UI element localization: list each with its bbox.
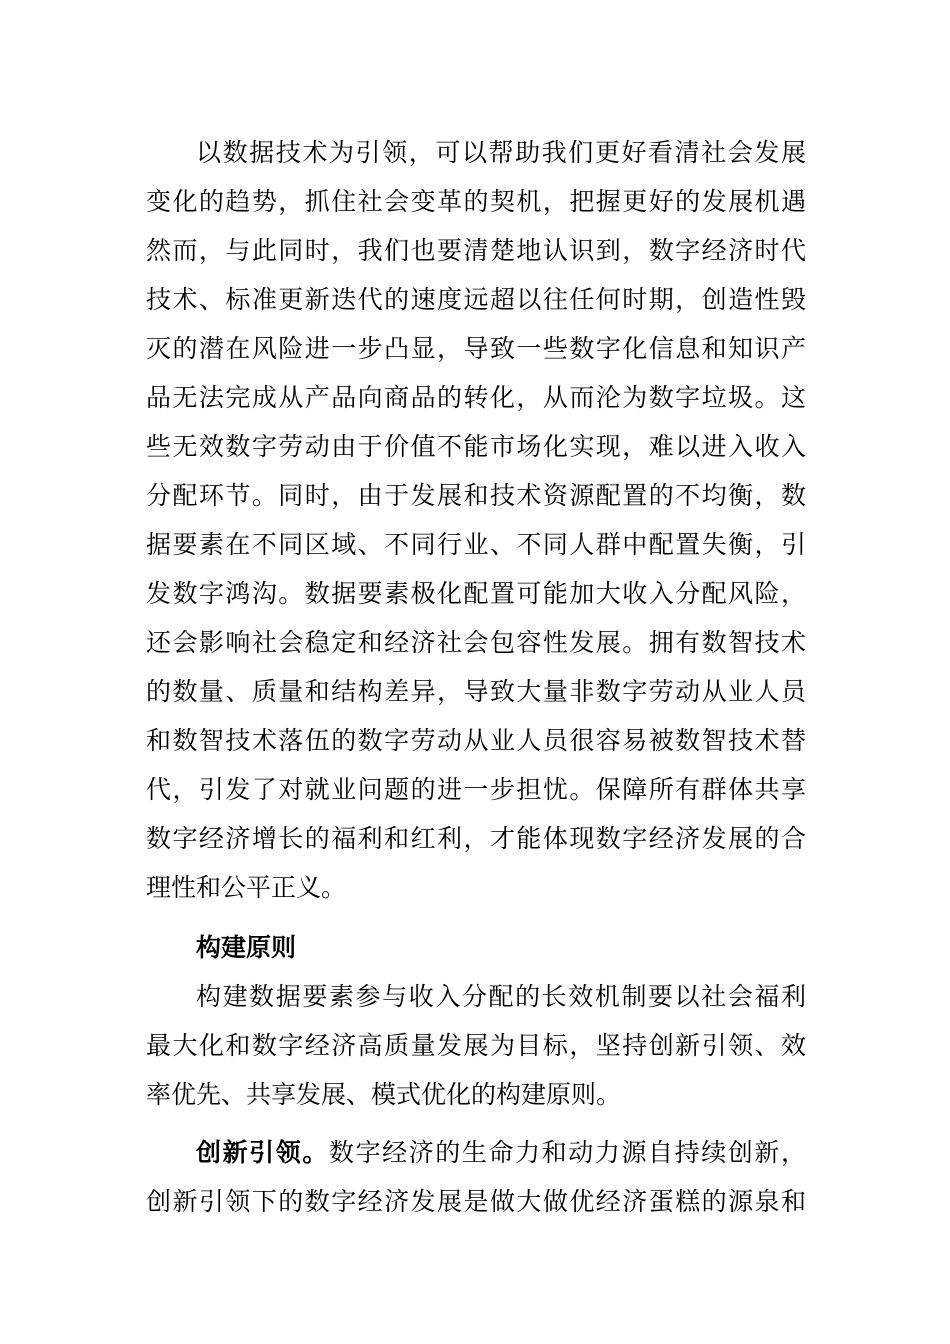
paragraph-line (196, 1133, 806, 1173)
paragraph-line: 最大化和数字经济高质量发展为目标，坚持创新引领、效 (146, 1031, 806, 1060)
paragraph-line: 据要素在不同区域、不同行业、不同人群中配置失衡，引 (146, 530, 806, 559)
paragraph-line: 数字经济增长的福利和红利，才能体现数字经济发展的合 (146, 824, 806, 853)
paragraph-line: 发数字鸿沟。数据要素极化配置可能加大收入分配风险， (146, 579, 806, 608)
paragraph-line: 分配环节。同时，由于发展和技术资源配置的不均衡，数 (146, 481, 806, 510)
bold-lead-text: 创新引领。 (196, 1138, 329, 1167)
paragraph-line: 代，引发了对就业问题的进一步担忧。保障所有群体共享 (146, 775, 806, 804)
paragraph-line: 理性和公平正义。 (146, 873, 347, 902)
paragraph-line: 的数量、质量和结构差异，导致大量非数字劳动从业人员 (146, 677, 806, 706)
paragraph-line-rest: 数字经济的生命力和动力源自持续创新， (328, 1138, 806, 1167)
section-heading: 构建原则 (196, 933, 297, 962)
paragraph-line: 以数据技术为引领，可以帮助我们更好看清社会发展 (196, 138, 806, 167)
paragraph-line: 然而，与此同时，我们也要清楚地认识到，数字经济时代 (146, 236, 806, 265)
paragraph-line: 和数智技术落伍的数字劳动从业人员很容易被数智技术替 (146, 726, 806, 755)
paragraph-line: 构建数据要素参与收入分配的长效机制要以社会福利 (196, 982, 806, 1011)
paragraph-line: 些无效数字劳动由于价值不能市场化实现，难以进入收入 (146, 432, 806, 461)
paragraph-line: 创新引领下的数字经济发展是做大做优经济蛋糕的源泉和 (146, 1187, 806, 1216)
paragraph-line: 率优先、共享发展、模式优化的构建原则。 (146, 1080, 622, 1109)
paragraph-line: 技术、标准更新迭代的速度远超以往任何时期，创造性毁 (146, 285, 806, 314)
paragraph-line: 变化的趋势，抓住社会变革的契机，把握更好的发展机遇 (146, 187, 806, 216)
paragraph-line: 灭的潜在风险进一步凸显，导致一些数字化信息和知识产 (146, 334, 806, 363)
paragraph-line: 品无法完成从产品向商品的转化，从而沦为数字垃圾。这 (146, 383, 806, 412)
paragraph-line: 还会影响社会稳定和经济社会包容性发展。拥有数智技术 (146, 628, 806, 657)
